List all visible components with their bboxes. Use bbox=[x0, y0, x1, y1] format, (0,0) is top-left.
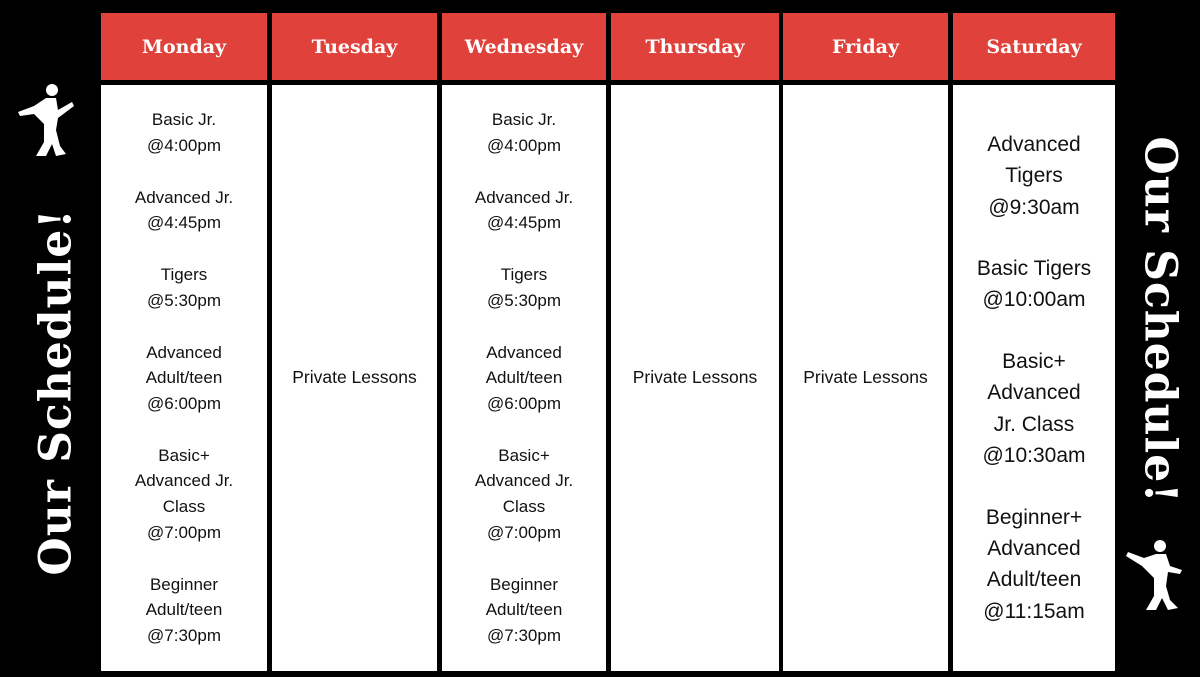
day-column-saturday bbox=[953, 13, 1115, 671]
class-entry-line: @4:45pm bbox=[487, 213, 561, 233]
class-entry-line: Advanced Jr. bbox=[474, 471, 574, 491]
day-header: Friday bbox=[783, 13, 948, 80]
day-cell bbox=[272, 85, 437, 671]
day-header: Wednesday bbox=[442, 13, 606, 80]
class-entry-line: Adult/teen bbox=[986, 568, 1082, 592]
day-header: Thursday bbox=[611, 13, 779, 80]
class-entry-line: Adult/teen bbox=[485, 600, 563, 620]
class-entry bbox=[147, 107, 221, 158]
class-entry-line: Class bbox=[162, 497, 206, 517]
class-entry-line: Basic+ bbox=[1002, 349, 1066, 373]
day-cell bbox=[611, 85, 779, 671]
class-entry-line: Basic Jr. bbox=[491, 110, 557, 130]
side-title-right: Our Schedule! bbox=[1134, 136, 1186, 504]
day-column-thursday bbox=[611, 13, 779, 671]
class-entry-line: Advanced bbox=[987, 381, 1081, 405]
karate-kick-icon bbox=[16, 80, 74, 160]
class-entry-line: @7:00pm bbox=[147, 522, 221, 542]
class-entry bbox=[987, 129, 1080, 223]
class-entry-line: @6:00pm bbox=[487, 394, 561, 413]
class-entry-line: Beginner bbox=[149, 574, 219, 594]
class-entry-line: @9:30am bbox=[988, 195, 1080, 219]
class-entry-line: Adult/teen bbox=[485, 368, 563, 388]
class-entry-line: Private Lessons bbox=[632, 367, 758, 388]
class-entry bbox=[146, 572, 223, 649]
class-entry-line: Beginner bbox=[489, 574, 559, 594]
day-cell bbox=[953, 85, 1115, 671]
class-entry bbox=[487, 262, 561, 313]
class-entry-line: Adult/teen bbox=[145, 600, 223, 620]
class-entry-line: Jr. Class bbox=[993, 412, 1075, 436]
day-column-monday bbox=[101, 13, 267, 671]
class-entry bbox=[977, 253, 1091, 316]
class-entry bbox=[486, 572, 563, 649]
class-entry-line: @6:00pm bbox=[147, 394, 221, 413]
class-entry-line: Class bbox=[502, 497, 546, 517]
schedule-table bbox=[101, 13, 1115, 671]
class-entry-line: Private Lessons bbox=[292, 367, 417, 388]
class-entry bbox=[146, 340, 223, 417]
class-entry-line: Beginner+ bbox=[985, 505, 1083, 529]
class-entry bbox=[135, 185, 233, 236]
class-entry-line: Basic+ bbox=[158, 445, 210, 465]
class-entry-line: Basic Tigers bbox=[976, 257, 1092, 281]
class-entry-line: Private Lessons bbox=[803, 367, 928, 388]
day-column-wednesday bbox=[442, 13, 606, 671]
day-cell bbox=[783, 85, 948, 671]
class-entry-line: Advanced bbox=[987, 132, 1081, 156]
class-entry-line: @11:15am bbox=[983, 599, 1085, 623]
class-entry-line: @4:45pm bbox=[147, 213, 221, 233]
class-entry-line: Advanced Jr. bbox=[134, 187, 234, 207]
day-cell bbox=[101, 85, 267, 671]
day-header: Saturday bbox=[953, 13, 1115, 80]
day-header: Monday bbox=[101, 13, 267, 80]
class-entry-line: Basic+ bbox=[498, 445, 550, 465]
class-entry-line: @10:00am bbox=[982, 288, 1086, 312]
class-entry-line: Advanced Jr. bbox=[134, 471, 234, 491]
class-entry-line: Adult/teen bbox=[145, 368, 223, 388]
class-entry-line: Advanced bbox=[486, 342, 562, 362]
class-entry-line: @7:30pm bbox=[147, 625, 221, 645]
class-entry bbox=[147, 262, 221, 313]
day-cell bbox=[442, 85, 606, 671]
class-entry bbox=[487, 107, 561, 158]
class-entry-line: Advanced Jr. bbox=[474, 187, 574, 207]
day-header: Tuesday bbox=[272, 13, 437, 80]
class-entry bbox=[982, 346, 1085, 472]
class-entry-line: Basic Jr. bbox=[151, 110, 217, 130]
class-entry bbox=[135, 443, 233, 546]
class-entry bbox=[633, 365, 758, 391]
class-entry-line: @7:00pm bbox=[487, 522, 561, 542]
class-entry-line: Tigers bbox=[160, 265, 208, 285]
class-entry-line: Advanced bbox=[146, 342, 222, 362]
class-entry-line: Advanced bbox=[987, 536, 1081, 560]
class-entry bbox=[983, 502, 1084, 628]
class-entry bbox=[486, 340, 563, 417]
class-entry-line: @4:00pm bbox=[487, 136, 561, 156]
class-entry-line: @5:30pm bbox=[147, 290, 221, 310]
class-entry-line: Tigers bbox=[1005, 164, 1063, 188]
day-column-friday bbox=[783, 13, 948, 671]
class-entry-line: @10:30am bbox=[982, 444, 1086, 468]
class-entry-line: Tigers bbox=[500, 265, 548, 285]
class-entry-line: @4:00pm bbox=[147, 136, 221, 156]
class-entry bbox=[475, 185, 573, 236]
karate-kick-icon bbox=[1126, 536, 1184, 616]
side-title-left: Our Schedule! bbox=[30, 208, 82, 576]
class-entry-line: @5:30pm bbox=[487, 290, 561, 310]
class-entry bbox=[292, 365, 417, 391]
class-entry bbox=[475, 443, 573, 546]
class-entry bbox=[803, 365, 928, 391]
day-column-tuesday bbox=[272, 13, 437, 671]
class-entry-line: @7:30pm bbox=[487, 625, 561, 645]
